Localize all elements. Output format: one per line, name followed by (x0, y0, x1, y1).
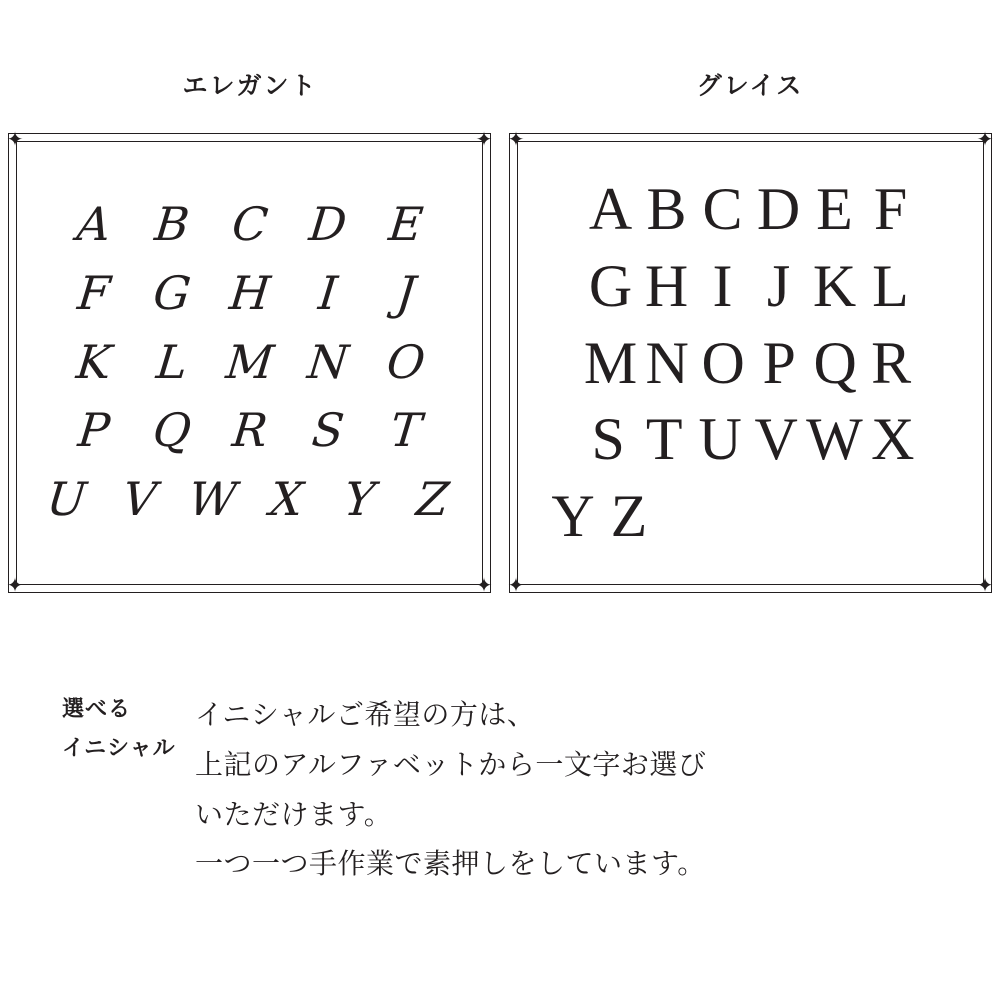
letter-glyph[interactable]: U (698, 406, 742, 473)
letter-row (537, 248, 964, 325)
letter-glyph[interactable]: N (645, 329, 689, 396)
letter-glyph[interactable]: S (308, 403, 347, 458)
note-line: いただけます。 (195, 798, 393, 830)
letter-row (38, 191, 461, 258)
letter-glyph[interactable]: K (73, 334, 114, 389)
letter-glyph[interactable]: U (44, 472, 89, 527)
letter-glyph[interactable]: G (588, 252, 633, 319)
letter-glyph[interactable]: V (754, 406, 798, 473)
letter-row (38, 329, 461, 396)
alphabet-panels (6, 129, 994, 597)
note-line: 一つ一つ手作業で素押しをしています。 (195, 848, 706, 880)
alphabet-panel-elegant (6, 129, 493, 597)
panel-title-grace: グレイス (696, 72, 804, 100)
letter-glyph[interactable]: J (393, 265, 418, 320)
letter-glyph[interactable]: Y (341, 472, 378, 527)
letter-glyph[interactable]: T (645, 406, 683, 473)
letter-row (537, 171, 964, 248)
letter-glyph[interactable]: Z (413, 472, 452, 527)
corner-ornament-icon: ✦ (976, 575, 994, 597)
letter-glyph[interactable]: T (387, 403, 424, 458)
letter-glyph[interactable]: M (223, 334, 276, 389)
letter-glyph[interactable]: C (702, 176, 743, 242)
letter-glyph[interactable]: X (266, 472, 306, 527)
corner-ornament-icon: ✦ (507, 575, 525, 597)
note-line: イニシャルご希望の方は、 (195, 699, 536, 730)
letter-glyph[interactable]: P (75, 403, 112, 458)
letter-glyph[interactable]: R (871, 329, 912, 396)
letter-glyph[interactable]: H (644, 252, 689, 319)
letter-glyph[interactable]: Q (813, 329, 857, 396)
letter-glyph[interactable]: W (186, 472, 240, 527)
corner-ornament-icon: ✦ (6, 129, 24, 151)
letter-glyph[interactable]: F (74, 265, 113, 320)
letter-glyph[interactable]: W (806, 406, 863, 473)
alphabet-panel-grace (507, 129, 994, 597)
letter-glyph[interactable]: I (712, 252, 733, 319)
corner-ornament-icon: ✦ (976, 129, 994, 151)
corner-ornament-icon: ✦ (475, 129, 493, 151)
letter-glyph[interactable]: D (306, 197, 349, 252)
letter-glyph[interactable]: E (385, 197, 426, 252)
letter-glyph[interactable]: G (150, 265, 193, 320)
letter-row (537, 401, 964, 478)
corner-ornament-icon: ✦ (475, 575, 493, 597)
letter-grid-grace (533, 153, 968, 573)
letter-glyph[interactable]: L (153, 334, 190, 389)
note-line: 上記のアルファベットから一文字お選び (195, 748, 707, 780)
letter-glyph[interactable]: J (766, 252, 791, 319)
letter-glyph[interactable]: F (873, 176, 908, 242)
letter-glyph[interactable]: S (591, 406, 625, 473)
letter-glyph[interactable]: V (120, 472, 160, 527)
letter-glyph[interactable]: A (74, 197, 113, 252)
letter-glyph[interactable]: L (872, 252, 909, 319)
initial-note (0, 690, 1000, 889)
corner-ornament-icon: ✦ (507, 129, 525, 151)
panel-title-row (0, 66, 1000, 102)
note-body (195, 690, 1000, 889)
letter-glyph[interactable]: H (226, 265, 273, 320)
letter-glyph[interactable]: D (756, 176, 801, 242)
letter-glyph[interactable]: P (762, 329, 796, 396)
corner-ornament-icon: ✦ (6, 575, 24, 597)
letter-row (537, 478, 964, 555)
letter-row (537, 325, 964, 402)
letter-glyph[interactable]: B (151, 197, 192, 252)
letter-glyph[interactable]: X (871, 406, 915, 473)
letter-glyph[interactable]: I (315, 265, 340, 320)
letter-glyph[interactable]: R (229, 403, 270, 458)
letter-row (38, 397, 461, 464)
note-label-line2: イニシャル (62, 734, 176, 760)
letter-row (38, 466, 461, 533)
letter-glyph[interactable]: M (583, 329, 638, 396)
letter-glyph[interactable]: E (816, 176, 853, 242)
panel-title-elegant: エレガント (182, 72, 318, 100)
letter-glyph[interactable]: O (383, 334, 428, 389)
letter-glyph[interactable]: O (701, 329, 745, 396)
letter-glyph[interactable]: C (229, 197, 270, 252)
letter-grid-elegant (32, 153, 467, 573)
letter-glyph[interactable]: Q (149, 403, 194, 458)
letter-glyph[interactable]: B (646, 176, 687, 242)
letter-glyph[interactable]: Z (610, 483, 648, 550)
note-label (0, 690, 195, 767)
letter-glyph[interactable]: Y (551, 483, 595, 550)
note-label-line1: 選べる (62, 696, 132, 721)
letter-glyph[interactable]: A (588, 176, 633, 242)
letter-row (38, 260, 461, 327)
letter-glyph[interactable]: N (304, 334, 351, 389)
letter-glyph[interactable]: K (812, 252, 857, 319)
